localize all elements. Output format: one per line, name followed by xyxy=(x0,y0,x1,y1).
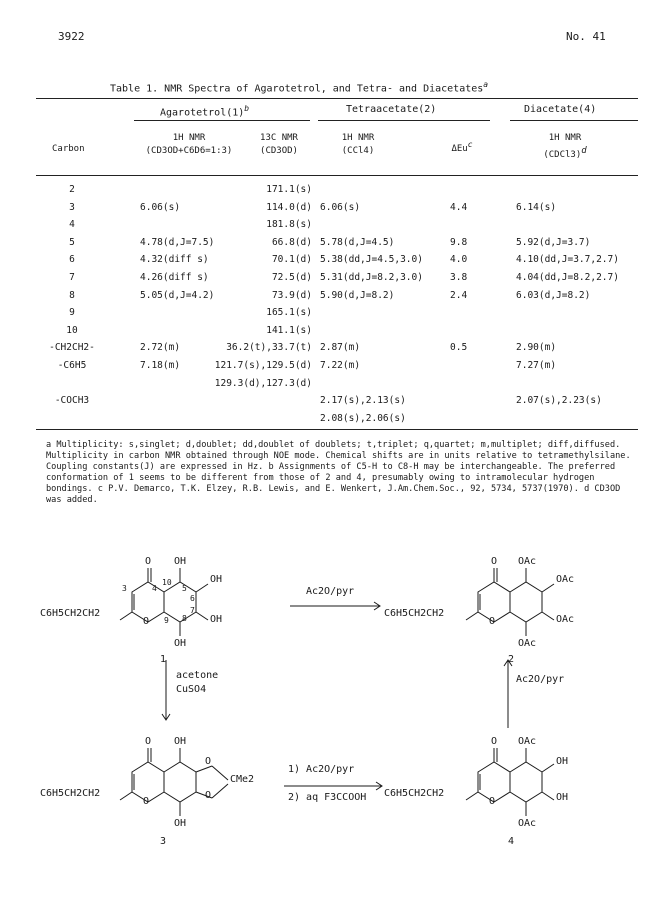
label-compound-3: 3 xyxy=(160,836,167,847)
reagent-4-to-2: Ac2O/pyr xyxy=(516,674,565,685)
label-compound-2: 2 xyxy=(508,654,515,665)
cell-1h-diacetate: 4.04(dd,J=8.2,2.7) xyxy=(516,272,619,283)
col-1h-diacetate: 1H NMR (CDCl3)$^d$ xyxy=(543,133,587,160)
group-agarotetrol: $Agarotetrol(1)^b$ xyxy=(160,104,250,119)
oxo-1: O xyxy=(145,556,152,567)
reagent-cuso4: CuSO4 xyxy=(176,684,207,695)
cell-1h-diacetate: 7.27(m) xyxy=(516,360,557,371)
cell-carbon: -COCH3 xyxy=(54,395,90,407)
c-num-4: 4 xyxy=(152,584,157,593)
table-top-rule xyxy=(36,98,638,99)
cell-13c-agarotetrol: 141.1(s) xyxy=(266,324,312,336)
structure-3 xyxy=(120,748,228,816)
table-footnotes xyxy=(46,440,636,506)
cell-delta-eu: 4.0 xyxy=(450,254,468,266)
ring-o-4: O xyxy=(489,796,496,807)
c-num-3: 3 xyxy=(122,584,127,593)
oac-c7-2: OAc xyxy=(556,614,575,625)
cell-1h-agarotetrol: 5.05(d,J=4.2) xyxy=(140,289,215,301)
oxo-4: O xyxy=(491,736,498,747)
oh-c8-1: OH xyxy=(174,638,187,649)
side-chain-3: C6H5CH2CH2 xyxy=(40,788,101,799)
cell-delta-eu: 2.4 xyxy=(450,289,468,301)
cell-13c-agarotetrol: 114.0(d) xyxy=(266,201,312,213)
cell-carbon: 10 xyxy=(66,324,78,336)
cell-carbon: 3 xyxy=(69,201,75,213)
cme2-3: CMe2 xyxy=(230,774,255,785)
c-num-10: 10 xyxy=(162,578,172,587)
structure-4 xyxy=(466,748,554,816)
c-num-8: 8 xyxy=(182,614,187,623)
cell-1h-diacetate: 2.90(m) xyxy=(516,342,557,354)
cell-13c-agarotetrol: 129.3(d),127.3(d) xyxy=(214,377,312,389)
cell-carbon: 2 xyxy=(69,184,75,195)
side-chain-2: C6H5CH2CH2 xyxy=(384,608,445,619)
cell-13c-agarotetrol: 121.7(s),129.5(d) xyxy=(214,360,312,371)
o-c6-3: O xyxy=(205,756,212,767)
cell-1h-tetraacetate: 7.22(m) xyxy=(320,360,361,371)
cell-1h-diacetate: 6.14(s) xyxy=(516,201,557,213)
col-1h-agarotetrol: 1H NMR (CD3OD+C6D6=1:3) xyxy=(145,133,233,156)
cell-1h-agarotetrol: 6.06(s) xyxy=(140,201,181,213)
oac-c5-2: OAc xyxy=(518,556,537,567)
reagent-acetone: acetone xyxy=(176,670,219,681)
oh-c5-1: OH xyxy=(174,556,187,567)
col-delta-eu: ΔEu$^c$ xyxy=(451,140,473,154)
side-chain-1: C6H5CH2CH2 xyxy=(40,608,101,619)
cell-1h-diacetate: 2.07(s),2.23(s) xyxy=(516,395,602,407)
cell-delta-eu: 4.4 xyxy=(450,201,468,213)
cell-13c-agarotetrol: 73.9(d) xyxy=(271,289,312,301)
oac-c5-4: OAc xyxy=(518,736,537,747)
reagent-1-to-2: Ac2O/pyr xyxy=(306,586,355,597)
cell-1h-agarotetrol: 4.26(diff s) xyxy=(140,272,209,283)
cell-1h-tetraacetate: 6.06(s) xyxy=(320,201,361,213)
col-carbon: Carbon xyxy=(52,144,85,154)
ring-o-1: O xyxy=(143,616,150,627)
cell-1h-tetraacetate: 5.90(d,J=8.2) xyxy=(320,289,395,301)
page-number: 3922 xyxy=(58,30,85,43)
oh-c8-3: OH xyxy=(174,818,187,829)
oh-c6-1: OH xyxy=(210,574,223,585)
structure-2 xyxy=(466,568,554,636)
oh-c7-4: OH xyxy=(556,792,569,803)
cell-1h-tetraacetate: 5.38(dd,J=4.5,3.0) xyxy=(320,254,423,266)
oac-c8-4: OAc xyxy=(518,818,537,829)
label-compound-4: 4 xyxy=(508,836,515,847)
oxo-2: O xyxy=(491,556,498,567)
cell-1h-agarotetrol: 2.72(m) xyxy=(140,342,181,354)
group-diacetate: Diacetate(4) xyxy=(524,104,597,115)
cell-1h-diacetate: 4.10(dd,J=3.7,2.7) xyxy=(516,254,619,266)
cell-1h-tetraacetate: 5.78(d,J=4.5) xyxy=(320,236,395,248)
issue-number: No. 41 xyxy=(566,30,606,43)
cell-delta-eu: 3.8 xyxy=(450,272,468,283)
cell-carbon: 7 xyxy=(69,272,75,283)
table-caption: Table 1. NMR Spectra of Agarotetrol, and Tetra- and Diacetates$^a$ xyxy=(110,80,489,95)
cell-1h-tetraacetate: 2.17(s),2.13(s) xyxy=(320,395,406,407)
cell-13c-agarotetrol: 165.1(s) xyxy=(266,307,312,319)
cell-1h-diacetate: 6.03(d,J=8.2) xyxy=(516,289,591,301)
cell-carbon: 5 xyxy=(69,236,75,248)
cell-carbon: 6 xyxy=(69,254,75,266)
group-rule-agarotetrol xyxy=(134,120,310,121)
cell-carbon: -C6H5 xyxy=(57,360,87,371)
cell-1h-agarotetrol: 4.32(diff s) xyxy=(140,254,209,266)
cell-13c-agarotetrol: 72.5(d) xyxy=(271,272,312,283)
c-num-6: 6 xyxy=(190,594,195,603)
cell-1h-tetraacetate: 5.31(dd,J=8.2,3.0) xyxy=(320,272,423,283)
cell-carbon: -CH2CH2- xyxy=(49,342,95,354)
cell-13c-agarotetrol: 181.8(s) xyxy=(266,219,312,231)
c-num-5: 5 xyxy=(182,584,187,593)
oac-c6-2: OAc xyxy=(556,574,575,585)
cell-carbon: 4 xyxy=(69,219,75,231)
col-1h-tetraacetate: 1H NMR (CCl4) xyxy=(341,133,375,156)
col-13c-agarotetrol: 13C NMR (CD3OD) xyxy=(260,133,298,156)
cell-13c-agarotetrol: 171.1(s) xyxy=(266,184,312,195)
group-tetraacetate: Tetraacetate(2) xyxy=(346,104,437,115)
cell-1h-tetraacetate: 2.87(m) xyxy=(320,342,361,354)
oac-c8-2: OAc xyxy=(518,638,537,649)
label-compound-1: 1 xyxy=(160,654,167,665)
cell-1h-diacetate: 5.92(d,J=3.7) xyxy=(516,236,591,248)
cell-13c-agarotetrol: 70.1(d) xyxy=(271,254,312,266)
group-rule-tetraacetate xyxy=(318,120,490,121)
footnote-text: a Multiplicity: s,singlet; d,doublet; dd,doublet of doublets; t,triplet; q,quartet; m,multiplet; diff,diffused. Multiplicity in carbon NMR obtained through NOE mode. Chemical shifts are in units relative to tetramethylsilane. Coupling constants(J) are expressed in Hz. b Assignments of C5-H to C8-H may be interchangeable. The preferred conformation of 1 seems to be different from those of 2 and 4, presumably owing to intramolecular hydrogen bondings. c P.V. Demarco, T.K. Elzey, R.B. Lewis, and E. Wenkert, J.Am.Chem.Soc., 92, 5734, 5737(1970). d CD3OD was added. xyxy=(46,440,631,505)
cell-13c-agarotetrol: 36.2(t),33.7(t) xyxy=(226,342,312,354)
cell-carbon: 8 xyxy=(69,289,75,301)
reagent-3-step-1: 1) Ac2O/pyr xyxy=(288,764,355,775)
table-header-rule xyxy=(36,175,638,176)
oh-c6-4: OH xyxy=(556,756,569,767)
group-rule-diacetate xyxy=(510,120,638,121)
ring-o-2: O xyxy=(489,616,496,627)
cell-1h-agarotetrol: 7.18(m) xyxy=(140,360,181,371)
cell-delta-eu: 9.8 xyxy=(450,236,468,248)
table-bottom-rule xyxy=(36,429,638,430)
reagent-3-step-2: 2) aq F3CCOOH xyxy=(288,792,367,803)
cell-1h-agarotetrol: 4.78(d,J=7.5) xyxy=(140,236,215,248)
cell-carbon: 9 xyxy=(69,307,75,319)
cell-1h-tetraacetate: 2.08(s),2.06(s) xyxy=(320,412,406,424)
ring-o-3: O xyxy=(143,796,150,807)
cell-13c-agarotetrol: 66.8(d) xyxy=(271,236,312,248)
o-c7-3: O xyxy=(205,790,212,801)
c-num-7: 7 xyxy=(190,606,195,615)
oh-c5-3: OH xyxy=(174,736,187,747)
side-chain-4: C6H5CH2CH2 xyxy=(384,788,445,799)
oh-c7-1: OH xyxy=(210,614,223,625)
oxo-3: O xyxy=(145,736,152,747)
cell-delta-eu: 0.5 xyxy=(450,342,468,354)
c-num-9: 9 xyxy=(164,616,169,625)
